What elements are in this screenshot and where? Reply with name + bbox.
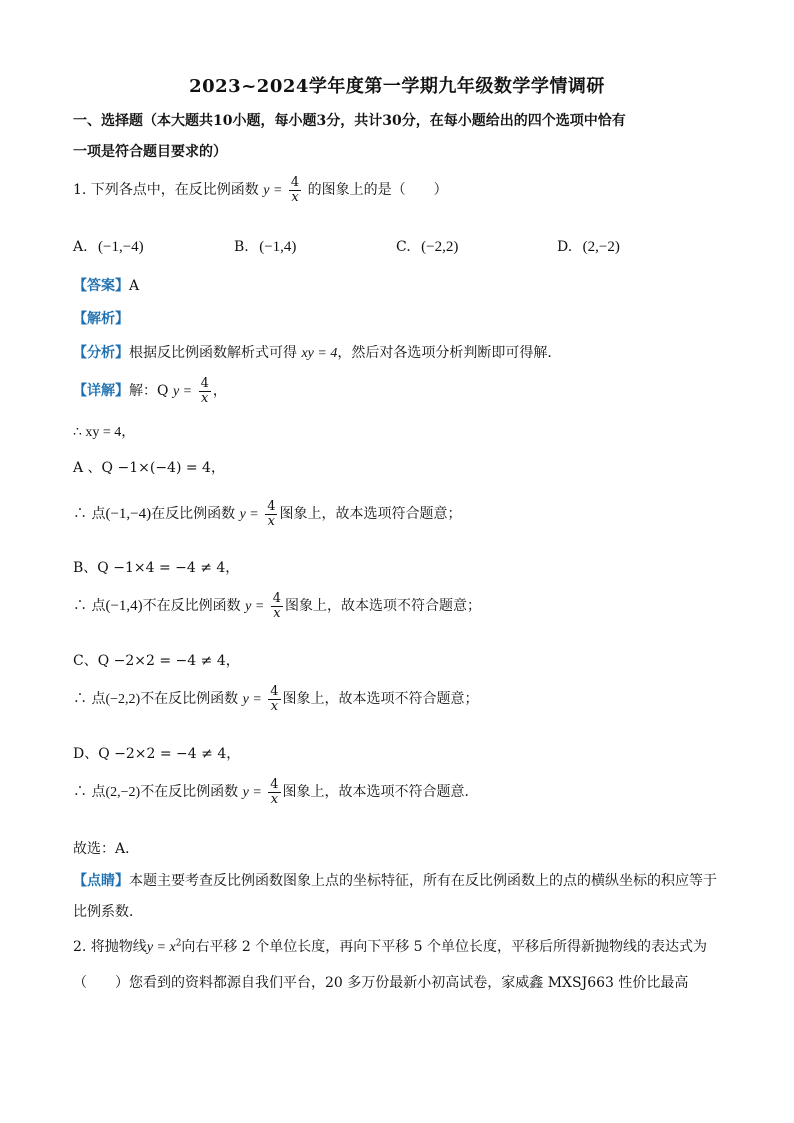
fraction-numerator: 4 — [270, 684, 279, 699]
step-d-calc: D、Q −2×2 = −4 ≠ 4， — [73, 746, 241, 762]
q2-stem — [73, 936, 707, 956]
xiangjie-tail: ， — [212, 383, 227, 400]
conclusion-prefix: ∴ 点 — [73, 506, 106, 523]
func-lhs: y = — [245, 599, 265, 615]
answer-value: A — [129, 278, 140, 294]
fenxi-text: 根据反比例函数解析式可得 — [129, 345, 297, 361]
step-b-conclusion — [73, 592, 481, 620]
q1-option-b — [234, 239, 296, 256]
conclusion-tail: 图象上，故本选项不符合题意． — [282, 784, 479, 801]
fraction-denominator: x — [201, 390, 209, 406]
q1-stem-tail: 的图象上的是（ ） — [307, 182, 448, 199]
option-value: (2,−2) — [582, 239, 620, 255]
option-value: (−1,−4) — [98, 239, 144, 255]
fenxi-math: xy = 4 — [301, 346, 338, 361]
analysis-tag: 【解析】 — [73, 311, 129, 327]
point: (−2,2) — [105, 692, 141, 708]
q1-xiangjie — [73, 377, 227, 405]
fraction-numerator: 4 — [200, 376, 209, 391]
answer-tag: 【答案】 — [73, 278, 129, 294]
q1-choose: 故选：A． — [73, 841, 140, 857]
xiangjie-tag: 【详解】 — [73, 383, 129, 400]
q2-stem-tail: 向右平移 2 个单位长度，再向下平移 5 个单位长度，平移后所得新抛物线的表达式为 — [181, 939, 708, 955]
q1-dianjing-line2: 比例系数． — [73, 904, 143, 920]
q1-answer — [73, 275, 139, 295]
q2-stem-text: 2. 将抛物线 — [73, 939, 147, 955]
conclusion-mid: 不在反比例函数 — [142, 598, 241, 615]
fenxi-tail: ，然后对各选项分析判断即可得解． — [337, 345, 562, 361]
q1-stem-text: 1. 下列各点中，在反比例函数 — [73, 182, 259, 199]
q2-stem-superscript: 2 — [175, 938, 182, 949]
step-a-conclusion — [73, 500, 461, 528]
q1-func-fraction — [289, 176, 301, 204]
step-xy: ∴ xy = 4， — [73, 425, 136, 440]
dianjing-text: 本题主要考查反比例函数图象上点的坐标特征，所有在反比例函数上的点的横纵坐标的积应等于 — [129, 873, 717, 889]
fraction-denominator: x — [270, 791, 279, 807]
fraction-numerator: 4 — [290, 175, 300, 190]
func-fraction — [268, 685, 280, 713]
fraction-denominator: x — [267, 513, 276, 529]
option-letter: C. — [396, 239, 411, 255]
conclusion-tail: 图象上，故本选项符合题意； — [279, 506, 462, 523]
q1-option-a — [73, 239, 144, 256]
q1-fenxi — [73, 342, 561, 362]
conclusion-prefix: ∴ 点 — [73, 598, 106, 615]
q1-option-c — [396, 239, 458, 256]
conclusion-tail: 图象上，故本选项不符合题意； — [285, 598, 482, 615]
func-fraction — [268, 778, 280, 806]
step-b-calc: B、Q −1×4 = −4 ≠ 4， — [73, 560, 240, 576]
conclusion-mid: 不在反比例函数 — [140, 691, 239, 708]
q1-analysis-heading — [73, 308, 129, 328]
conclusion-tail: 图象上，故本选项不符合题意； — [282, 691, 479, 708]
point: (−1,−4) — [105, 506, 152, 523]
page-title: 2023~2024学年度第一学期九年级数学学情调研 — [189, 76, 605, 97]
option-letter: B. — [234, 239, 249, 255]
func-lhs: y = — [239, 507, 259, 523]
step-a-calc: A 、Q −1×(−4) = 4， — [73, 460, 225, 476]
conclusion-prefix: ∴ 点 — [73, 784, 106, 801]
xiangjie-fraction — [199, 377, 211, 405]
fraction-denominator: x — [291, 189, 299, 205]
q2-stem-line2: （ ）您看到的资料都源自我们平台，20 多万份最新小初高试卷，家威鑫 MXSJ663 性价比最高 — [73, 975, 689, 991]
q1-option-d — [557, 239, 620, 256]
conclusion-mid: 不在反比例函数 — [140, 784, 239, 801]
conclusion-mid: 在反比例函数 — [151, 506, 236, 523]
fraction-denominator: x — [273, 605, 281, 621]
option-letter: A. — [73, 239, 88, 255]
func-lhs: y = — [242, 785, 262, 801]
q1-stem — [73, 176, 448, 204]
func-fraction — [271, 592, 283, 620]
step-c-conclusion — [73, 685, 479, 713]
xiangjie-lhs: y = — [172, 384, 193, 400]
section-heading-line2: 一项是符合题目要求的） — [73, 144, 227, 160]
q2-stem-math: y = x — [146, 940, 176, 955]
dianjing-tag: 【点睛】 — [73, 873, 129, 889]
fraction-numerator: 4 — [272, 591, 282, 606]
fraction-denominator: x — [270, 698, 279, 714]
step-c-calc: C、Q −2×2 = −4 ≠ 4， — [73, 653, 240, 669]
option-letter: D. — [557, 239, 573, 255]
point: (−1,4) — [105, 598, 143, 615]
fraction-numerator: 4 — [270, 777, 279, 792]
func-fraction — [265, 500, 277, 528]
fraction-numerator: 4 — [267, 499, 276, 514]
fenxi-tag: 【分析】 — [73, 345, 129, 361]
step-d-conclusion — [73, 778, 479, 806]
conclusion-prefix: ∴ 点 — [73, 691, 106, 708]
option-value: (−2,2) — [421, 239, 459, 255]
point: (2,−2) — [105, 785, 141, 801]
section-heading-line1: 一、选择题（本大题共10小题，每小题3分，共计30分，在每小题给出的四个选项中恰有 — [73, 113, 626, 129]
func-lhs: y = — [242, 692, 262, 708]
q1-dianjing-line1 — [73, 870, 717, 890]
q1-func-lhs: y = — [263, 183, 283, 199]
xiangjie-text: 解：Q — [129, 383, 169, 400]
option-value: (−1,4) — [259, 239, 297, 255]
